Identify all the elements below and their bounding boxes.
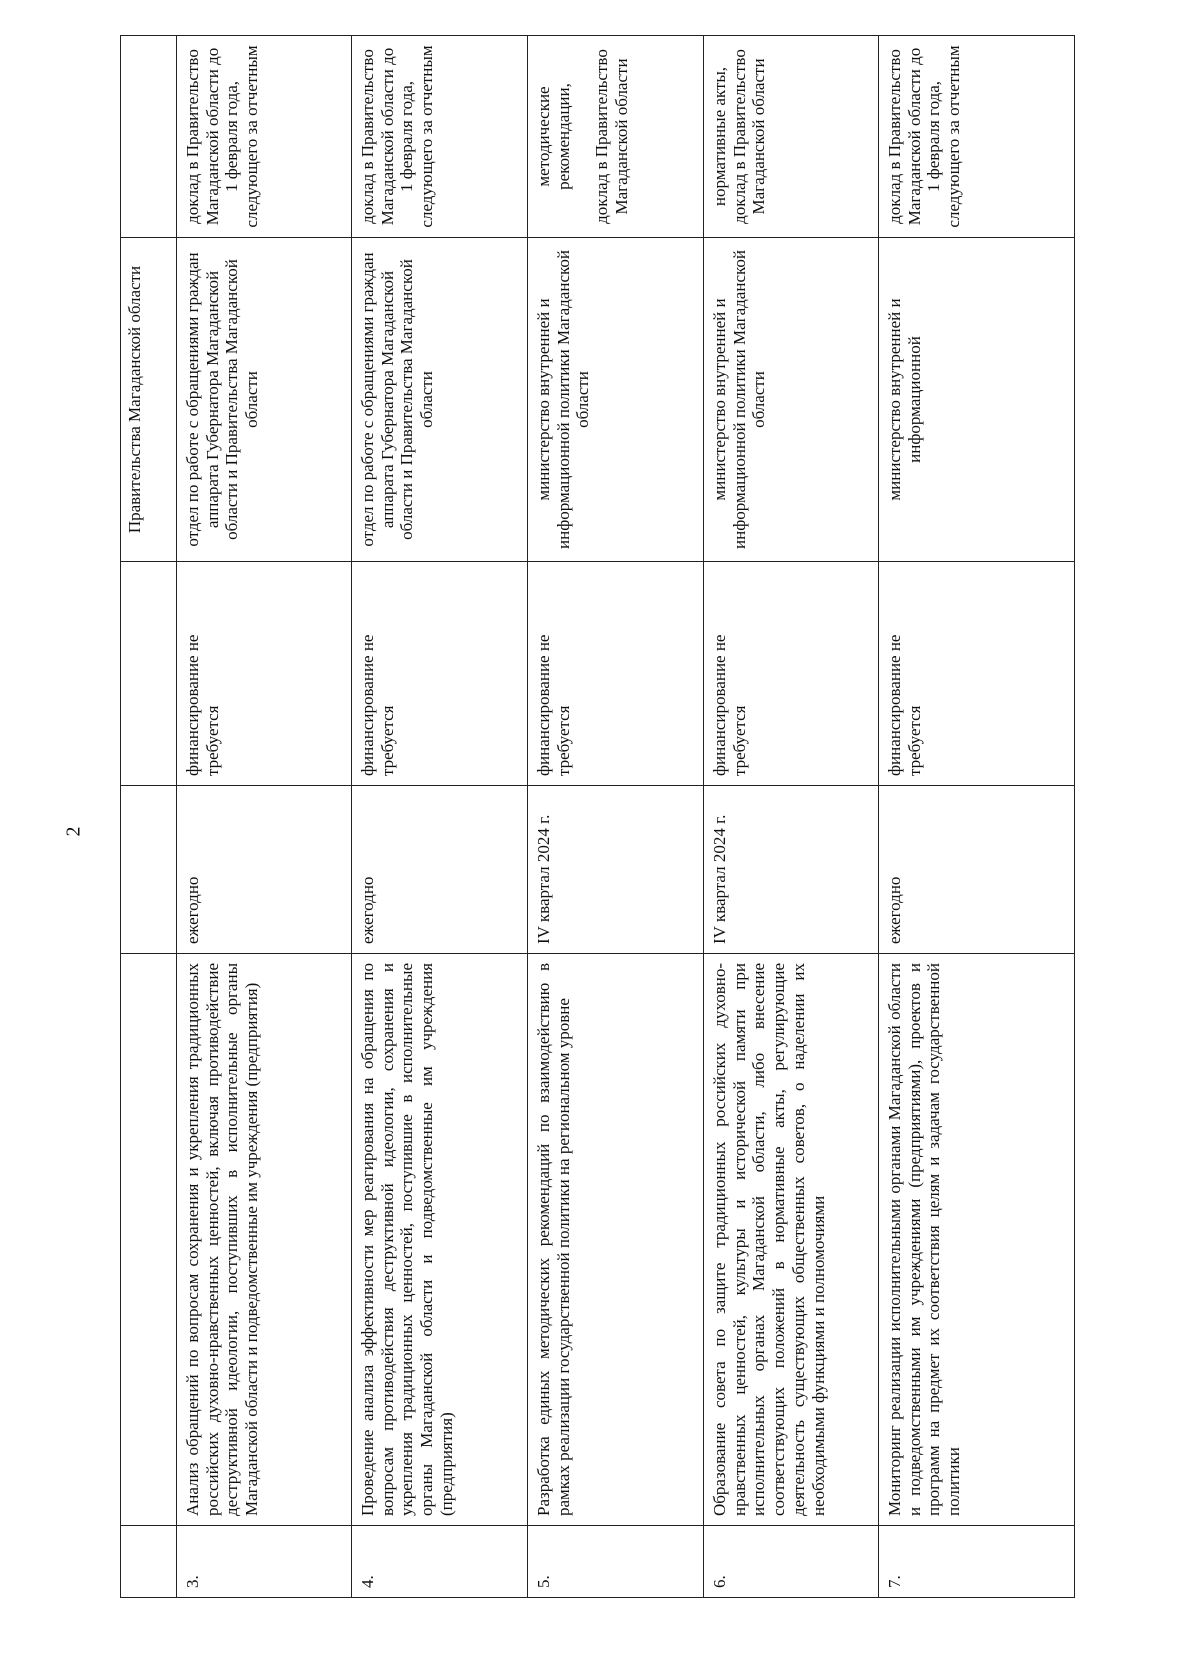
row-number: 6. — [704, 1526, 879, 1598]
row-result — [528, 36, 704, 238]
row-result — [704, 36, 879, 238]
row-term: IV квартал 2024 г. — [528, 786, 704, 954]
row-executor: министерство внутренней и информационной политики Магаданской области — [528, 238, 704, 562]
row-result-text: доклад в Правительство Магаданской области до 1 февраля года, следующего за отчетным — [358, 45, 437, 228]
table-row — [704, 36, 879, 1598]
row-executor: отдел по работе с обращениями граждан аппарата Губернатора Магаданской области и Правительства Магаданской области — [352, 238, 528, 562]
row-term: ежегодно — [177, 786, 352, 954]
row-number: 7. — [879, 1526, 1075, 1598]
row-description: Образование совета по защите традиционных российских духовно-нравственных ценностей, культуры и исторической памяти при исполнительных органах Магаданской области, либо внесение соответствующих положений в нормативные акты, регулирующие деятельность существующих общественных советов, о наделении их необходимыми функциями и полномочиями — [704, 954, 879, 1526]
row-executor: министерство внутренней и информационной — [879, 238, 1075, 562]
row-result — [879, 36, 1075, 238]
result-cell — [121, 36, 177, 238]
table-row — [352, 36, 528, 1598]
row-description: Проведение анализа эффективности мер реагирования на обращения по вопросам противодействия деструктивной идеологии, сохранения и укрепления традиционных ценностей, поступившие в исполнительные органы Магаданской области и подведомственные им учреждения (предприятия) — [352, 954, 528, 1526]
financing-cell — [121, 562, 177, 786]
row-financing: финансирование не требуется — [177, 562, 352, 786]
description-cell — [121, 954, 177, 1526]
row-number: 5. — [528, 1526, 704, 1598]
table-row — [879, 36, 1075, 1598]
row-description: Разработка единых методических рекомендаций по взаимодействию в рамках реализации государственной политики на региональном уровне — [528, 954, 704, 1526]
row-term: IV квартал 2024 г. — [704, 786, 879, 954]
row-term: ежегодно — [879, 786, 1075, 954]
row-description: Анализ обращений по вопросам сохранения и укрепления традиционных российских духовно-нравственных ценностей, включая противодействие деструктивной идеологии, поступивших в исполнительные органы Магаданской области и подведомственные им учреждения (предприятия) — [177, 954, 352, 1526]
row-term: ежегодно — [352, 786, 528, 954]
action-plan-table — [120, 35, 1075, 1598]
row-result-text: доклад в Правительство Магаданской области до 1 февраля года, следующего за отчетным — [885, 45, 964, 228]
row-result-text: доклад в Правительство Магаданской области до 1 февраля года, следующего за отчетным — [183, 45, 262, 228]
row-result — [177, 36, 352, 238]
table-row — [528, 36, 704, 1598]
row-financing: финансирование не требуется — [528, 562, 704, 786]
row-executor: отдел по работе с обращениями граждан аппарата Губернатора Магаданской области и Правительства Магаданской области — [177, 238, 352, 562]
row-financing: финансирование не требуется — [704, 562, 879, 786]
row-result-text-2: доклад в Правительство Магаданской области — [592, 49, 631, 224]
row-result-text: нормативные акты, доклад в Правительство Магаданской области — [710, 49, 769, 224]
rotated-table-wrapper — [120, 36, 1074, 1598]
table-row-continuation — [121, 36, 177, 1598]
row-result-text-1: методические рекомендации, — [534, 83, 573, 190]
term-cell — [121, 786, 177, 954]
row-financing: финансирование не требуется — [879, 562, 1075, 786]
num-cell — [121, 1526, 177, 1598]
page-number: 2 — [62, 826, 85, 837]
row-result — [352, 36, 528, 238]
table-row — [177, 36, 352, 1598]
row-financing: финансирование не требуется — [352, 562, 528, 786]
row-number: 3. — [177, 1526, 352, 1598]
row-description: Мониторинг реализации исполнительными органами Магаданской области и подведомственными им учреждениями (предприятиями), проектов и программ на предмет их соответствия целям и задачам государственной политики — [879, 954, 1075, 1526]
executor-cell: Правительства Магаданской области — [121, 238, 177, 562]
row-number: 4. — [352, 1526, 528, 1598]
row-executor: министерство внутренней и информационной политики Магаданской области — [704, 238, 879, 562]
